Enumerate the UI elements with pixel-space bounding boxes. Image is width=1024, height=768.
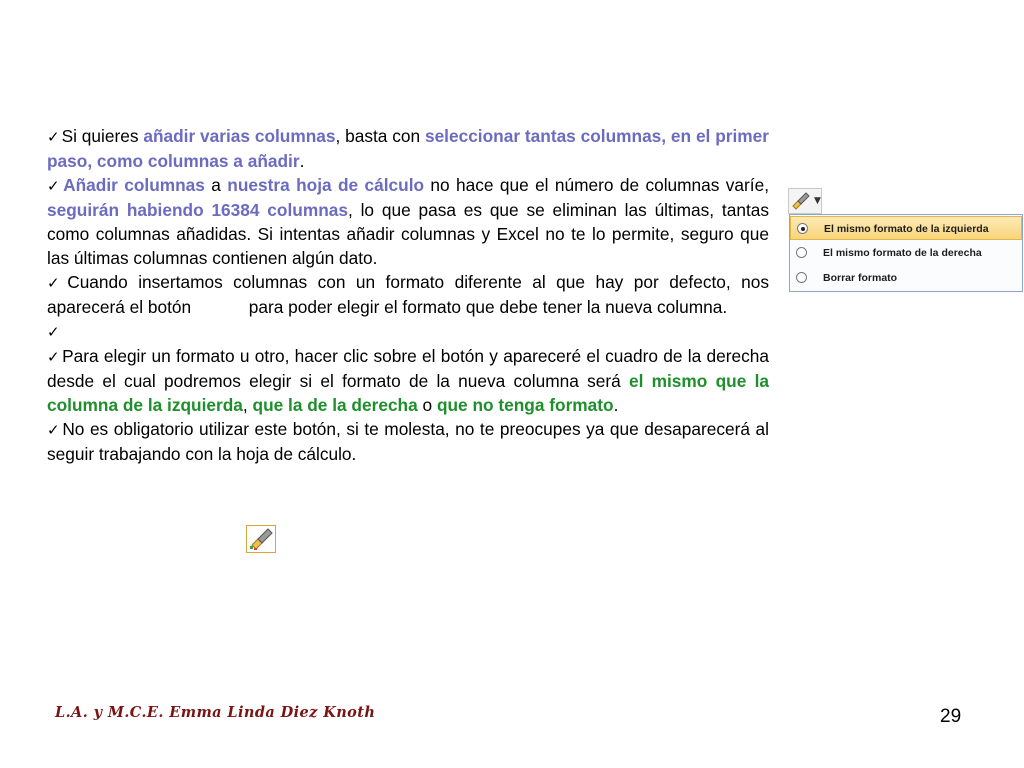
bullet-text: . bbox=[299, 151, 305, 171]
bullet-text: seguirán habiendo 16384 columnas bbox=[47, 200, 348, 220]
bullet-text: o bbox=[417, 395, 437, 415]
bullet-text: , bbox=[242, 395, 253, 415]
radio-icon[interactable] bbox=[796, 272, 807, 283]
bullet-item bbox=[47, 319, 769, 344]
checkmark-icon: ✓ bbox=[47, 128, 60, 146]
bullet-text: nuestra hoja de cálculo bbox=[227, 175, 425, 195]
bullet-text: que no tenga formato bbox=[436, 395, 614, 415]
dropdown-arrow-icon[interactable]: ▼ bbox=[814, 196, 821, 206]
insert-options-popup bbox=[788, 188, 1024, 294]
bullet-text: que la de la derecha bbox=[252, 395, 418, 415]
checkmark-icon: ✓ bbox=[47, 177, 62, 195]
bullet-item bbox=[47, 344, 769, 417]
bullet-item bbox=[47, 417, 769, 466]
bullet-text: , lo que pasa es que se eliminan las últimas, tantas como columnas añadidas. Si intentas añadir columnas y Excel no te lo permite, seguro que las últimas columnas contienen algún dato. bbox=[47, 200, 769, 268]
bullet-text: para poder elegir el formato que debe tener la nueva columna. bbox=[243, 297, 728, 317]
format-option-label: El mismo formato de la izquierda bbox=[824, 223, 989, 235]
paintbrush-icon[interactable] bbox=[246, 525, 276, 553]
bullet-text: Si quieres bbox=[61, 126, 144, 146]
radio-icon[interactable] bbox=[796, 247, 807, 258]
page-number: 29 bbox=[940, 706, 962, 727]
bullet-text: el mismo que la columna de la izquierda bbox=[47, 371, 770, 415]
bullet-item bbox=[47, 173, 769, 270]
bullet-text: seleccionar tantas columnas, en el primer paso, como columnas a añadir bbox=[47, 126, 769, 171]
bullet-text: Cuando insertamos columnas con un formato diferente al que hay por defecto, nos aparecerá el botón bbox=[47, 272, 769, 317]
bullet-text: No es obligatorio utilizar este botón, si te molesta, no te preocupes ya que desaparecerá al seguir trabajando con la hoja de cálculo. bbox=[47, 419, 769, 464]
bullet-item bbox=[47, 124, 769, 173]
radio-icon[interactable] bbox=[797, 223, 808, 234]
format-option[interactable] bbox=[790, 216, 1022, 240]
bullet-text: Añadir columnas bbox=[63, 175, 205, 195]
bullet-text: no hace que el número de columnas varíe, bbox=[424, 175, 769, 195]
checkmark-icon: ✓ bbox=[47, 421, 61, 439]
bullet-text: a bbox=[204, 175, 228, 195]
format-options-menu bbox=[789, 214, 1023, 292]
format-option-label: Borrar formato bbox=[823, 272, 898, 284]
insert-options-button[interactable] bbox=[788, 188, 822, 214]
bullet-text: . bbox=[613, 395, 619, 415]
checkmark-icon: ✓ bbox=[47, 274, 66, 292]
format-option[interactable] bbox=[790, 241, 1022, 265]
format-option-label: El mismo formato de la derecha bbox=[823, 247, 982, 259]
format-option[interactable] bbox=[790, 266, 1022, 290]
bullet-list bbox=[47, 124, 769, 466]
bullet-text: añadir varias columnas bbox=[143, 126, 336, 146]
bullet-item bbox=[47, 270, 769, 319]
checkmark-icon: ✓ bbox=[47, 348, 61, 366]
bullet-text: Para elegir un formato u otro, hacer clic sobre el botón y apareceré el cuadro de la derecha desde el cual podremos elegir si el formato de la nueva columna será bbox=[47, 346, 769, 391]
checkmark-icon: ✓ bbox=[47, 323, 60, 341]
bullet-text: , basta con bbox=[335, 126, 425, 146]
paintbrush-icon bbox=[791, 192, 811, 210]
footer-author: L.A. y M.C.E. Emma Linda Diez Knoth bbox=[55, 704, 376, 721]
